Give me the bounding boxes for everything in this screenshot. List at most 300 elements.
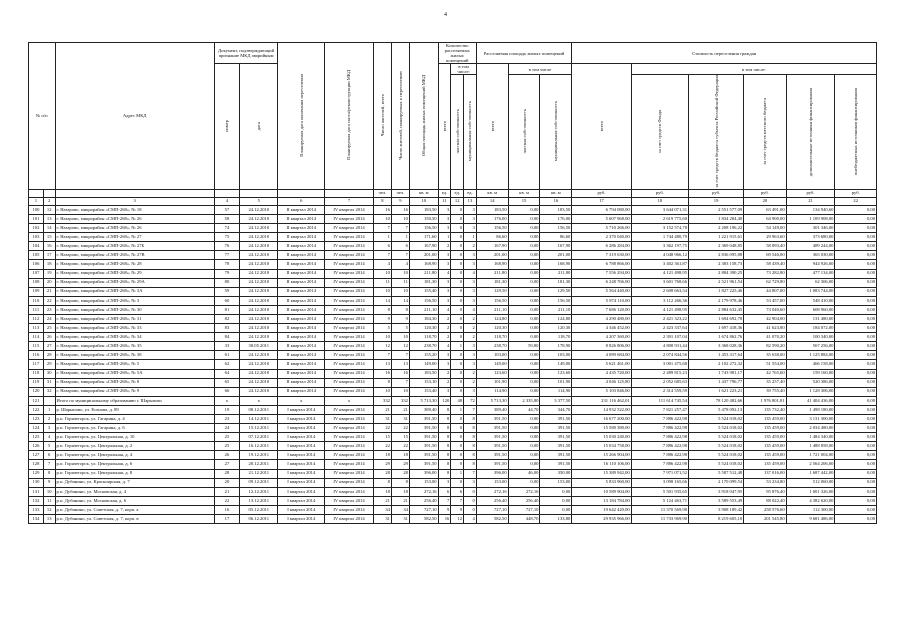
unit-cell: [29, 189, 44, 197]
table-cell: 22: [373, 442, 391, 451]
table-cell: 0,00: [835, 324, 877, 333]
table-cell: 22: [214, 496, 239, 505]
table-cell: 0: [451, 442, 464, 451]
table-cell: 0: [451, 260, 464, 269]
table-cell: 0,00: [508, 269, 540, 278]
table-cell: 2 208 196,22: [689, 224, 744, 233]
table-cell: 6: [438, 487, 451, 496]
table-cell: 10: [391, 287, 409, 296]
table-cell: 391,50: [409, 415, 438, 424]
table-cell: 582,50: [476, 515, 508, 524]
table-cell: 256,40: [508, 496, 540, 505]
table-cell: 1 827 225,46: [689, 287, 744, 296]
table-cell: 9: [373, 314, 391, 323]
table-cell: 0: [451, 415, 464, 424]
table-cell: 17: [214, 515, 239, 524]
table-cell: 11: [391, 278, 409, 287]
table-cell: 156,50: [409, 296, 438, 305]
table-cell: II квартал 2014: [278, 360, 325, 369]
table-cell: 4: [438, 269, 451, 278]
table-cell: 21: [373, 496, 391, 505]
table-cell: 135 459,00: [744, 442, 786, 451]
table-cell: 42 904,00: [744, 314, 786, 323]
table-cell: 727,10: [409, 505, 438, 514]
table-cell: 3: [438, 478, 451, 487]
table-cell: 15: [391, 433, 409, 442]
table-cell: 22: [391, 442, 409, 451]
table-cell: 2: [438, 242, 451, 251]
table-cell: 58 093,40: [744, 242, 786, 251]
table-cell: 119: [29, 378, 44, 387]
table-cell: 2: [464, 314, 477, 323]
table-cell: р.п. Горячегорск, ул. Центральная, д. 4: [55, 451, 214, 460]
table-cell: IV квартал 2014: [325, 251, 374, 260]
table-cell: 31: [373, 515, 391, 524]
col-rooms-incl: в том числе:: [451, 64, 476, 75]
column-number-cell: 16: [540, 197, 572, 205]
table-cell: 24.12.2010: [240, 351, 278, 360]
table-cell: 2: [464, 324, 477, 333]
table-cell: 34: [373, 505, 391, 514]
table-cell: 9: [451, 505, 464, 514]
table-cell: 0,00: [508, 333, 540, 342]
col-cost: Стоимость переселения граждан: [572, 43, 877, 64]
table-cell: 135 459,00: [744, 424, 786, 433]
table-cell: 3: [464, 360, 477, 369]
table-cell: 272,16: [508, 487, 540, 496]
table-cell: 5 713,30: [409, 396, 438, 405]
table-cell: 389,40: [476, 405, 508, 414]
table-cell: 134 940,60: [786, 205, 835, 214]
table-cell: 58: [214, 214, 239, 223]
unit-cell: ед.: [438, 189, 451, 197]
table-cell: 3: [464, 342, 477, 351]
table-cell: 448,70: [508, 515, 540, 524]
table-cell: 123,60: [540, 369, 572, 378]
table-cell: 20: [43, 278, 55, 287]
table-cell: 2 884 632,45: [689, 305, 744, 314]
table-cell: 211,80: [540, 269, 572, 278]
table-cell: 5 501 935,65: [631, 487, 688, 496]
table-cell: 16.12.2011: [240, 442, 278, 451]
table-cell: 10: [391, 387, 409, 396]
table-cell: II квартал 2014: [278, 296, 325, 305]
table-cell: 183,50: [409, 369, 438, 378]
table-cell: 3: [438, 387, 451, 396]
table-cell: г. Назарово, микрорайон «СМП-268», № 9: [55, 387, 214, 396]
table-cell: р.п. Дубинино, ул. Московская, д. 4: [55, 487, 214, 496]
table-cell: 15 389 942,00: [572, 469, 631, 478]
table-cell: 0: [451, 451, 464, 460]
table-cell: 1 621 223,21: [689, 387, 744, 396]
table-cell: IV квартал 2014: [325, 333, 374, 342]
table-cell: г. Назарово, микрорайон «СМП-268», № 34: [55, 333, 214, 342]
table-cell: IV квартал 2014: [325, 415, 374, 424]
table-cell: 373 680,00: [786, 233, 835, 242]
table-cell: 124: [29, 424, 44, 433]
table-cell: 80: [214, 278, 239, 287]
table-cell: 1 437 796,77: [689, 378, 744, 387]
table-cell: 24.12.2010: [240, 360, 278, 369]
table-cell: 18: [391, 487, 409, 496]
table-cell: 31: [43, 378, 55, 387]
table-cell: 13: [391, 360, 409, 369]
table-cell: 156,50: [476, 224, 508, 233]
table-cell: 24.12.2010: [240, 333, 278, 342]
table-cell: 129,50: [476, 287, 508, 296]
table-cell: 123: [29, 415, 44, 424]
table-cell: 176,00: [476, 214, 508, 223]
table-cell: II квартал 2014: [278, 324, 325, 333]
table-cell: IV квартал 2014: [325, 487, 374, 496]
table-cell: 24.12.2010: [240, 242, 278, 251]
table-cell: 1 694 692,78: [689, 314, 744, 323]
table-cell: 114,90: [476, 387, 508, 396]
table-cell: 3: [464, 296, 477, 305]
table-cell: 4: [373, 260, 391, 269]
table-row: [29, 460, 877, 469]
table-cell: 201 545,80: [744, 515, 786, 524]
table-cell: 1 128 306,00: [786, 387, 835, 396]
table-cell: 2: [438, 324, 451, 333]
table-cell: 7 971 071,52: [631, 469, 688, 478]
table-cell: 1 221 915,61: [689, 233, 744, 242]
table-cell: 1: [438, 233, 451, 242]
table-cell: р.п. Дубинино, ул. Советская, д. 7, корп. в: [55, 515, 214, 524]
table-cell: 391,50: [476, 433, 508, 442]
table-cell: 5 607 968,00: [572, 214, 631, 223]
table-cell: 168,90: [476, 260, 508, 269]
column-number-cell: 6: [278, 197, 325, 205]
table-cell: II квартал 2014: [278, 378, 325, 387]
table-cell: IV квартал 2014: [325, 296, 374, 305]
table-row: [29, 351, 877, 360]
table-cell: 0: [451, 424, 464, 433]
table-cell: 17: [43, 251, 55, 260]
table-cell: 7 886 422,98: [631, 442, 688, 451]
table-cell: 118,70: [409, 333, 438, 342]
table-cell: 156,50: [540, 224, 572, 233]
table-cell: 2 335,80: [508, 396, 540, 405]
table-cell: 8: [438, 424, 451, 433]
table-cell: г. Назарово, микрорайон «СМП-268», № 28: [55, 260, 214, 269]
table-cell: г. Назарово, микрорайон «СМП-268», № 3: [55, 296, 214, 305]
table-cell: г. Назарово, микрорайон «СМП-268», № 26: [55, 224, 214, 233]
table-cell: 8: [438, 433, 451, 442]
table-cell: 7 556 294,00: [572, 269, 631, 278]
table-row: [29, 369, 877, 378]
table-cell: 120,30: [540, 324, 572, 333]
table-cell: р.п. Горячегорск, ул. Гагарина, д. 4: [55, 415, 214, 424]
table-cell: 2 421 323,22: [631, 314, 688, 323]
table-cell: 944 926,00: [786, 260, 835, 269]
col-cost-nonbudget: внебюджетных источников финансирования: [835, 75, 877, 190]
table-cell: 178,90: [540, 342, 572, 351]
table-cell: 2 052 685,63: [631, 378, 688, 387]
table-cell: 155,40: [409, 287, 438, 296]
table-cell: 1 453 317,64: [689, 351, 744, 360]
table-cell: 3 112 266,36: [631, 296, 688, 305]
table-cell: 231 116 462,01: [572, 396, 631, 405]
table-cell: 2 608 663,54: [631, 287, 688, 296]
table-cell: 0: [451, 242, 464, 251]
table-cell: 2: [464, 333, 477, 342]
unit-cell: руб.: [744, 189, 786, 197]
table-cell: 2 564 206,00: [786, 460, 835, 469]
table-cell: 44,70: [508, 405, 540, 414]
table-cell: 78 120 482,66: [689, 396, 744, 405]
table-cell: 2 521 961,54: [689, 278, 744, 287]
table-cell: 3: [464, 251, 477, 260]
table-cell: 183,50: [409, 205, 438, 214]
table-cell: 0: [451, 214, 464, 223]
table-cell: 168,90: [409, 260, 438, 269]
table-cell: 0,00: [508, 369, 540, 378]
table-cell: 0,00: [508, 233, 540, 242]
table-cell: 1 743 981,17: [689, 369, 744, 378]
table-cell: 258 576,60: [744, 505, 786, 514]
table-cell: 181,30: [409, 278, 438, 287]
table-cell: I квартал 2014: [278, 451, 325, 460]
table-cell: 183,50: [476, 205, 508, 214]
table-cell: 8: [464, 415, 477, 424]
table-cell: IV квартал 2014: [325, 260, 374, 269]
table-cell: 135 459,00: [744, 460, 786, 469]
table-cell: 31: [391, 415, 409, 424]
table-cell: 727,10: [508, 505, 540, 514]
table-cell: II квартал 2014: [278, 242, 325, 251]
table-cell: II квартал 2014: [278, 224, 325, 233]
table-cell: 0,00: [835, 260, 877, 269]
table-cell: 1 834 284,40: [689, 214, 744, 223]
table-cell: 12: [43, 505, 55, 514]
table-cell: 53 457,00: [744, 296, 786, 305]
table-cell: 41 070,20: [744, 333, 786, 342]
table-cell: 24.12.2010: [240, 296, 278, 305]
column-number-cell: 22: [835, 197, 877, 205]
column-number-cell: 14: [476, 197, 508, 205]
table-cell: 1 484 340,00: [786, 433, 835, 442]
table-cell: 0,00: [835, 396, 877, 405]
table-cell: 129: [29, 469, 44, 478]
column-number-cell: 1: [29, 197, 44, 205]
table-cell: г. Назарово, микрорайон «СМП-268», № 26: [55, 214, 214, 223]
table-cell: 0,00: [508, 387, 540, 396]
table-cell: 102: [29, 224, 44, 233]
table-cell: IV квартал 2014: [325, 351, 374, 360]
table-row: [29, 205, 877, 214]
table-cell: 0,00: [835, 342, 877, 351]
table-cell: 8: [438, 460, 451, 469]
table-cell: 101: [29, 214, 44, 223]
table-cell: 10: [391, 214, 409, 223]
table-cell: 19 642 420,00: [572, 505, 631, 514]
table-cell: 0: [451, 251, 464, 260]
table-cell: 0,00: [835, 433, 877, 442]
units-row: [29, 189, 877, 197]
table-cell: IV квартал 2014: [325, 278, 374, 287]
table-cell: 5 103 846,00: [572, 387, 631, 396]
table-cell: IV квартал 2014: [325, 515, 374, 524]
table-cell: г. Назарово, микрорайон «СМП-268», № 29А: [55, 278, 214, 287]
table-cell: 0,00: [835, 205, 877, 214]
table-cell: 4: [438, 305, 451, 314]
table-cell: 41 623,80: [744, 324, 786, 333]
table-cell: I квартал 2014: [278, 415, 325, 424]
table-cell: 54 149,00: [744, 224, 786, 233]
table-cell: 26: [214, 451, 239, 460]
table-cell: 184 072,00: [786, 324, 835, 333]
table-cell: 7: [43, 460, 55, 469]
table-cell: 62 306,00: [786, 278, 835, 287]
table-cell: 0: [451, 278, 464, 287]
column-number-cell: 19: [689, 197, 744, 205]
unit-cell: кв. м: [540, 189, 572, 197]
table-cell: 4: [464, 515, 477, 524]
table-cell: 149,00: [476, 360, 508, 369]
table-cell: р.п. Горячегорск, ул. Центральная, д. 2: [55, 442, 214, 451]
table-cell: 123,60: [476, 369, 508, 378]
table-cell: 4 346 452,00: [572, 324, 631, 333]
table-cell: 118,70: [476, 333, 508, 342]
table-cell: 44 807,00: [744, 287, 786, 296]
table-cell: 21: [43, 287, 55, 296]
table-cell: 159 160,00: [786, 369, 835, 378]
table-cell: 0,00: [835, 314, 877, 323]
table-cell: 114: [29, 333, 44, 342]
table-cell: 8: [373, 378, 391, 387]
table-cell: 391,50: [476, 460, 508, 469]
table-cell: 20: [214, 478, 239, 487]
table-cell: 2 034 480,00: [786, 424, 835, 433]
table-cell: 21: [391, 405, 409, 414]
table-cell: II квартал 2014: [278, 287, 325, 296]
table-cell: 21: [373, 405, 391, 414]
table-cell: 13: [43, 214, 55, 223]
table-cell: 18: [373, 451, 391, 460]
table-row: [29, 478, 877, 487]
table-row: [29, 305, 877, 314]
table-cell: 211,10: [476, 305, 508, 314]
table-cell: 130: [29, 478, 44, 487]
table-cell: IV квартал 2014: [325, 433, 374, 442]
table-cell: 0,00: [835, 214, 877, 223]
table-cell: 24.12.2010: [240, 324, 278, 333]
table-cell: 0,00: [508, 296, 540, 305]
table-row: [29, 378, 877, 387]
table-cell: г. Назарово, микрорайон «СМП-268», № 31: [55, 314, 214, 323]
column-number-cell: 20: [744, 197, 786, 205]
table-cell: 0,00: [835, 296, 877, 305]
table-cell: 19: [214, 405, 239, 414]
table-cell: 10: [373, 214, 391, 223]
table-cell: 60: [214, 296, 239, 305]
table-cell: 365 030,00: [786, 251, 835, 260]
table-row: [29, 396, 877, 405]
table-cell: р.п. Горячегорск, ул. Центральная, д. 10: [55, 433, 214, 442]
table-cell: 109: [29, 287, 44, 296]
table-cell: 0,00: [508, 478, 540, 487]
col-plan-demolish: Планируемая дата сноса/реконструкции МКД: [325, 43, 374, 190]
table-cell: [43, 396, 55, 405]
table-cell: 391,50: [476, 415, 508, 424]
table-cell: 8: [43, 469, 55, 478]
table-cell: 127: [29, 451, 44, 460]
table-cell: 3: [438, 214, 451, 223]
col-rooms-municipal: муниципальная собственность: [464, 75, 477, 190]
table-cell: IV квартал 2014: [325, 478, 374, 487]
table-cell: 4: [438, 342, 451, 351]
table-cell: 24.12.2010: [240, 260, 278, 269]
table-cell: 520 386,00: [786, 378, 835, 387]
table-cell: 2 179 978,46: [689, 296, 744, 305]
table-cell: 22: [391, 424, 409, 433]
table-row: [29, 214, 877, 223]
table-cell: 0,00: [835, 233, 877, 242]
table-cell: 1 498 180,00: [786, 405, 835, 414]
table-cell: 0,00: [835, 251, 877, 260]
table-cell: 5 874 110,00: [572, 296, 631, 305]
table-cell: 120,30: [409, 324, 438, 333]
table-cell: 12: [391, 342, 409, 351]
table-cell: 0,00: [835, 496, 877, 505]
column-number-cell: 4: [214, 197, 239, 205]
column-number-cell: 12: [451, 197, 464, 205]
table-cell: 4 121 498,95: [631, 269, 688, 278]
table-cell: II квартал 2014: [278, 369, 325, 378]
table-cell: 2 423 337,64: [631, 324, 688, 333]
table-cell: 3: [43, 424, 55, 433]
unit-cell: чел.: [391, 189, 409, 197]
column-number-cell: 13: [464, 197, 477, 205]
table-cell: 53 234,80: [744, 478, 786, 487]
table-cell: 149,00: [409, 360, 438, 369]
table-cell: 3: [464, 351, 477, 360]
table-cell: 391,50: [409, 424, 438, 433]
table-cell: 81: [214, 305, 239, 314]
table-cell: 0: [451, 369, 464, 378]
col-area-incl: в том числе: [508, 64, 572, 75]
table-cell: 0,00: [508, 314, 540, 323]
table-cell: 2: [438, 314, 451, 323]
table-cell: 11: [43, 496, 55, 505]
table-cell: 39 755,40: [744, 387, 786, 396]
table-cell: 3 908 189,42: [689, 505, 744, 514]
table-cell: 5 710 266,00: [572, 224, 631, 233]
table-cell: 4: [464, 305, 477, 314]
table-cell: 62 729,80: [744, 278, 786, 287]
table-cell: 13: [373, 360, 391, 369]
table-cell: 0,00: [835, 378, 877, 387]
table-cell: 181,30: [476, 278, 508, 287]
table-cell: 61: [214, 351, 239, 360]
table-cell: I квартал 2014: [278, 469, 325, 478]
table-cell: 18: [373, 487, 391, 496]
table-cell: 272,16: [476, 487, 508, 496]
table-cell: IV квартал 2014: [325, 269, 374, 278]
table-cell: 0,00: [508, 442, 540, 451]
table-cell: 75: [214, 233, 239, 242]
table-cell: 69 546,00: [744, 251, 786, 260]
table-cell: 24.12.2010: [240, 369, 278, 378]
table-cell: 201,00: [476, 251, 508, 260]
table-cell: IV квартал 2014: [325, 369, 374, 378]
table-cell: Итого по муниципальному образованию г. Шарыпово: [55, 396, 214, 405]
table-cell: 0,00: [835, 278, 877, 287]
col-area-res-total: всего: [476, 64, 508, 190]
table-cell: 128: [29, 460, 44, 469]
table-cell: 86,60: [540, 233, 572, 242]
